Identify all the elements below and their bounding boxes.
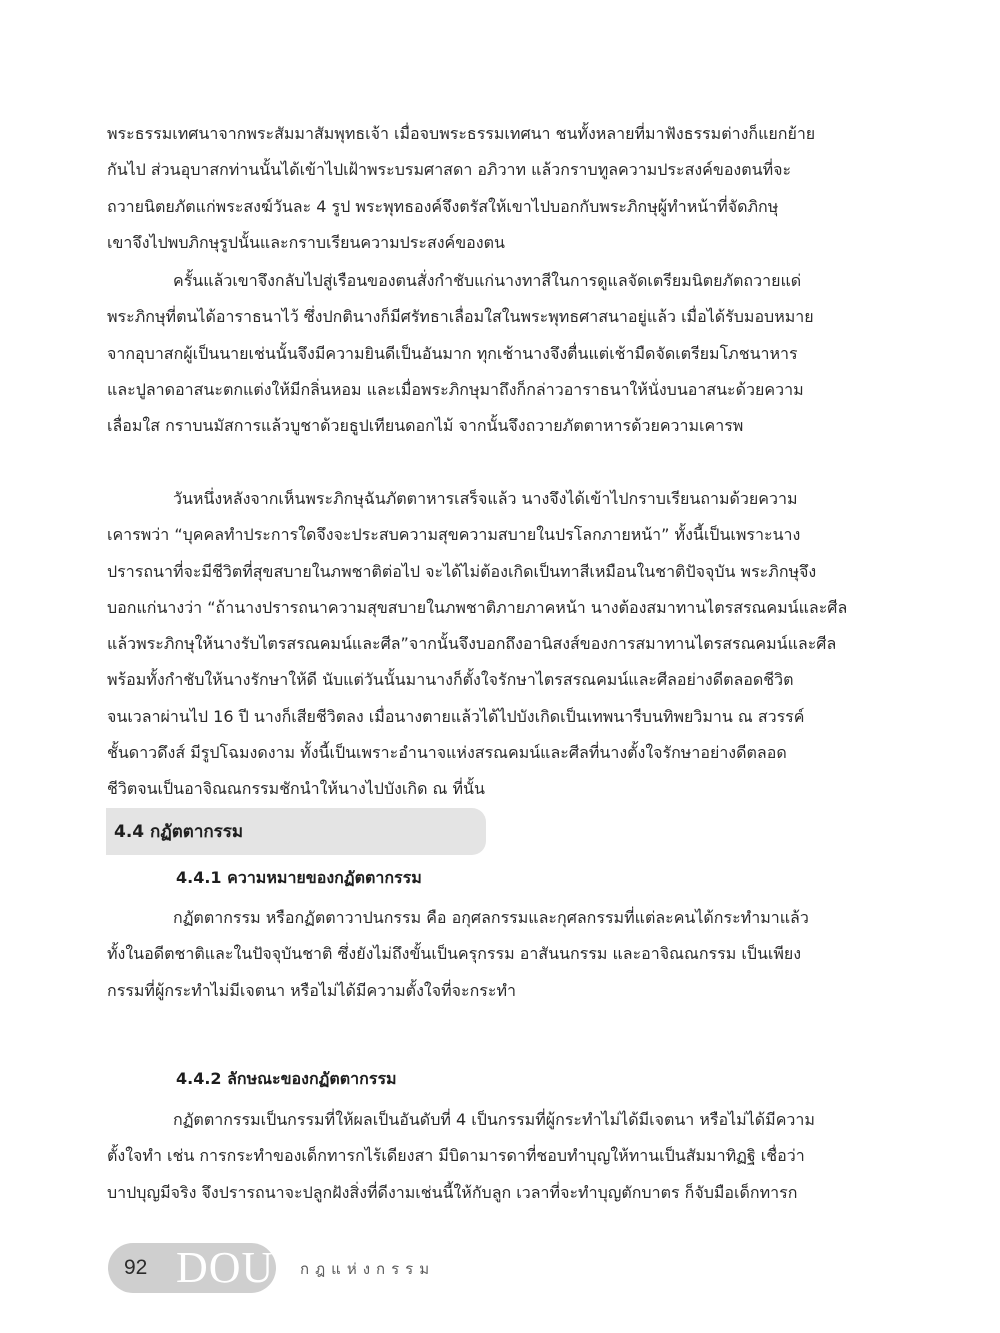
- text-line: พระธรรมเทศนาจากพระสัมมาสัมพุทธเจ้า เมื่อจบพระธรรมเทศนา ชนทั้งหลายที่มาฟังธรรมต่างก็แยกย้าย: [107, 124, 816, 143]
- text-line: กฏัตตากรรมเป็นกรรมที่ให้ผลเป็นอันดับที่ 4 เป็นกรรมที่ผู้กระทำไม่ได้มีเจตนา หรือไม่ได้มีความ: [173, 1110, 815, 1129]
- text-line: เคารพว่า “บุคคลทำประการใดจึงจะประสบความสุขความสบายในปรโลกภายหน้า” ทั้งนี้เป็นเพราะนาง: [107, 525, 801, 545]
- text-line: กันไป ส่วนอุบาสกท่านนั้นได้เข้าไปเฝ้าพระบรมศาสดา อภิวาท แล้วกราบทูลความประสงค์ของตนที่จะ: [107, 160, 792, 180]
- text-line: เขาจึงไปพบภิกษุรูปนั้นและกราบเรียนความประสงค์ของตน: [107, 232, 505, 252]
- text-line: ทั้งในอดีตชาติและในปัจจุบันชาติ ซึ่งยังไม่ถึงขั้นเป็นครุกรรม อาสันนกรรม และอาจิณณกรรม เป็นเพียง: [107, 944, 802, 964]
- paragraph: [107, 900, 883, 1009]
- text-line: ปรารถนาที่จะมีชีวิตที่สุขสบายในภพชาติต่อไป จะได้ไม่ต้องเกิดเป็นทาสีเหมือนในชาติปัจจุบัน พระภิกษุจึง: [107, 561, 817, 581]
- text-line: แล้วพระภิกษุให้นางรับไตรสรณคมน์และศีล”จากนั้นจึงบอกถึงอานิสงส์ของการสมาทานไตรสรณคมน์และศีล: [107, 634, 837, 654]
- text-line: ถวายนิตยภัตแก่พระสงฆ์วันละ 4 รูป พระพุทธองค์จึงตรัสให้เขาไปบอกกับพระภิกษุผู้ทำหน้าที่จัดภิกษุ: [107, 196, 779, 216]
- text-line: ครั้นแล้วเขาจึงกลับไปสู่เรือนของตนสั่งกำชับแก่นางทาสีในการดูแลจัดเตรียมนิตยภัตถวายแด่: [173, 271, 802, 290]
- text-line: ชีวิตจนเป็นอาจิณณกรรมชักนำให้นางไปบังเกิด ณ ที่นั้น: [107, 779, 485, 799]
- subsection-title: 4.4.2 ลักษณะของกฏัตตากรรม: [176, 1069, 397, 1088]
- dou-logo: DOU: [176, 1243, 275, 1292]
- text-line: วันหนึ่งหลังจากเห็นพระภิกษุฉันภัตตาหารเสร็จแล้ว นางจึงได้เข้าไปกราบเรียนถามด้วยความ: [173, 489, 798, 508]
- section-heading-box: [106, 808, 486, 855]
- paragraph: [107, 116, 883, 261]
- text-line: กฏัตตากรรม หรือกฏัตตาวาปนกรรม คือ อกุศลกรรมและกุศลกรรมที่แต่ละคนได้กระทำมาแล้ว: [173, 908, 809, 927]
- text-line: และปูลาดอาสนะตกแต่งให้มีกลิ่นหอม และเมื่อพระภิกษุมาถึงก็กล่าวอาราธนาให้นั่งบนอาสนะด้วยความ: [107, 379, 804, 399]
- paragraph: [107, 1102, 883, 1211]
- footer-badge: [108, 1243, 276, 1293]
- text-line: บาปบุญมีจริง จึงปรารถนาจะปลูกฝังสิ่งที่ดีงามเช่นนี้ให้กับลูก เวลาที่จะทำบุญตักบาตร ก็จับมือเด็กทารก: [107, 1182, 798, 1202]
- text-line: เลื่อมใส กราบนมัสการแล้วบูชาด้วยธูปเทียนดอกไม้ จากนั้นจึงถวายภัตตาหารด้วยความเคารพ: [107, 416, 744, 436]
- page-number: 92: [124, 1256, 148, 1279]
- section-title: 4.4 กฏัตตากรรม: [114, 822, 244, 842]
- text-line: กรรมที่ผู้กระทำไม่มีเจตนา หรือไม่ได้มีความตั้งใจที่จะกระทำ: [107, 980, 516, 1000]
- text-line: บอกแก่นางว่า “ถ้านางปรารถนาความสุขสบายในภพชาติภายภาคหน้า นางต้องสมาทานไตรสรณคมน์และศีล: [107, 597, 848, 617]
- text-line: จากอุบาสกผู้เป็นนายเช่นนั้นจึงมีความยินดีเป็นอันมาก ทุกเช้านางจึงตื่นแต่เช้ามืดจัดเตรียมโภชนาหาร: [107, 343, 798, 363]
- paragraph: [107, 263, 883, 444]
- page-footer: [108, 1243, 708, 1295]
- text-line: พร้อมทั้งกำชับให้นางรักษาให้ดี นับแต่วันนั้นมานางก็ตั้งใจรักษาไตรสรณคมน์และศีลอย่างดีตลอดชีวิต: [107, 670, 794, 690]
- text-line: พระภิกษุที่ตนได้อาราธนาไว้ ซึ่งปกตินางก็มีศรัทธาเลื่อมใสในพระพุทธศาสนาอยู่แล้ว เมื่อได้รับมอบหมาย: [107, 307, 814, 327]
- text-line: จนเวลาผ่านไป 16 ปี นางก็เสียชีวิตลง เมื่อนางตายแล้วได้ไปบังเกิดเป็นเทพนารีบนทิพยวิมาน ณ สวรรค์: [107, 706, 805, 726]
- running-title: กฎแห่งกรรม: [300, 1260, 436, 1278]
- subsection-title: 4.4.1 ความหมายของกฏัตตากรรม: [176, 868, 422, 887]
- text-line: ชั้นดาวดึงส์ มีรูปโฉมงดงาม ทั้งนี้เป็นเพราะอำนาจแห่งสรณคมน์และศีลที่นางตั้งใจรักษาอย่างดีตลอด: [107, 743, 787, 763]
- text-line: ตั้งใจทำ เช่น การกระทำของเด็กทารกไร้เดียงสา มีบิดามารดาที่ชอบทำบุญให้ทานเป็นสัมมาทิฏฐิ เชื่อว่า: [107, 1146, 805, 1166]
- paragraph: [107, 481, 883, 808]
